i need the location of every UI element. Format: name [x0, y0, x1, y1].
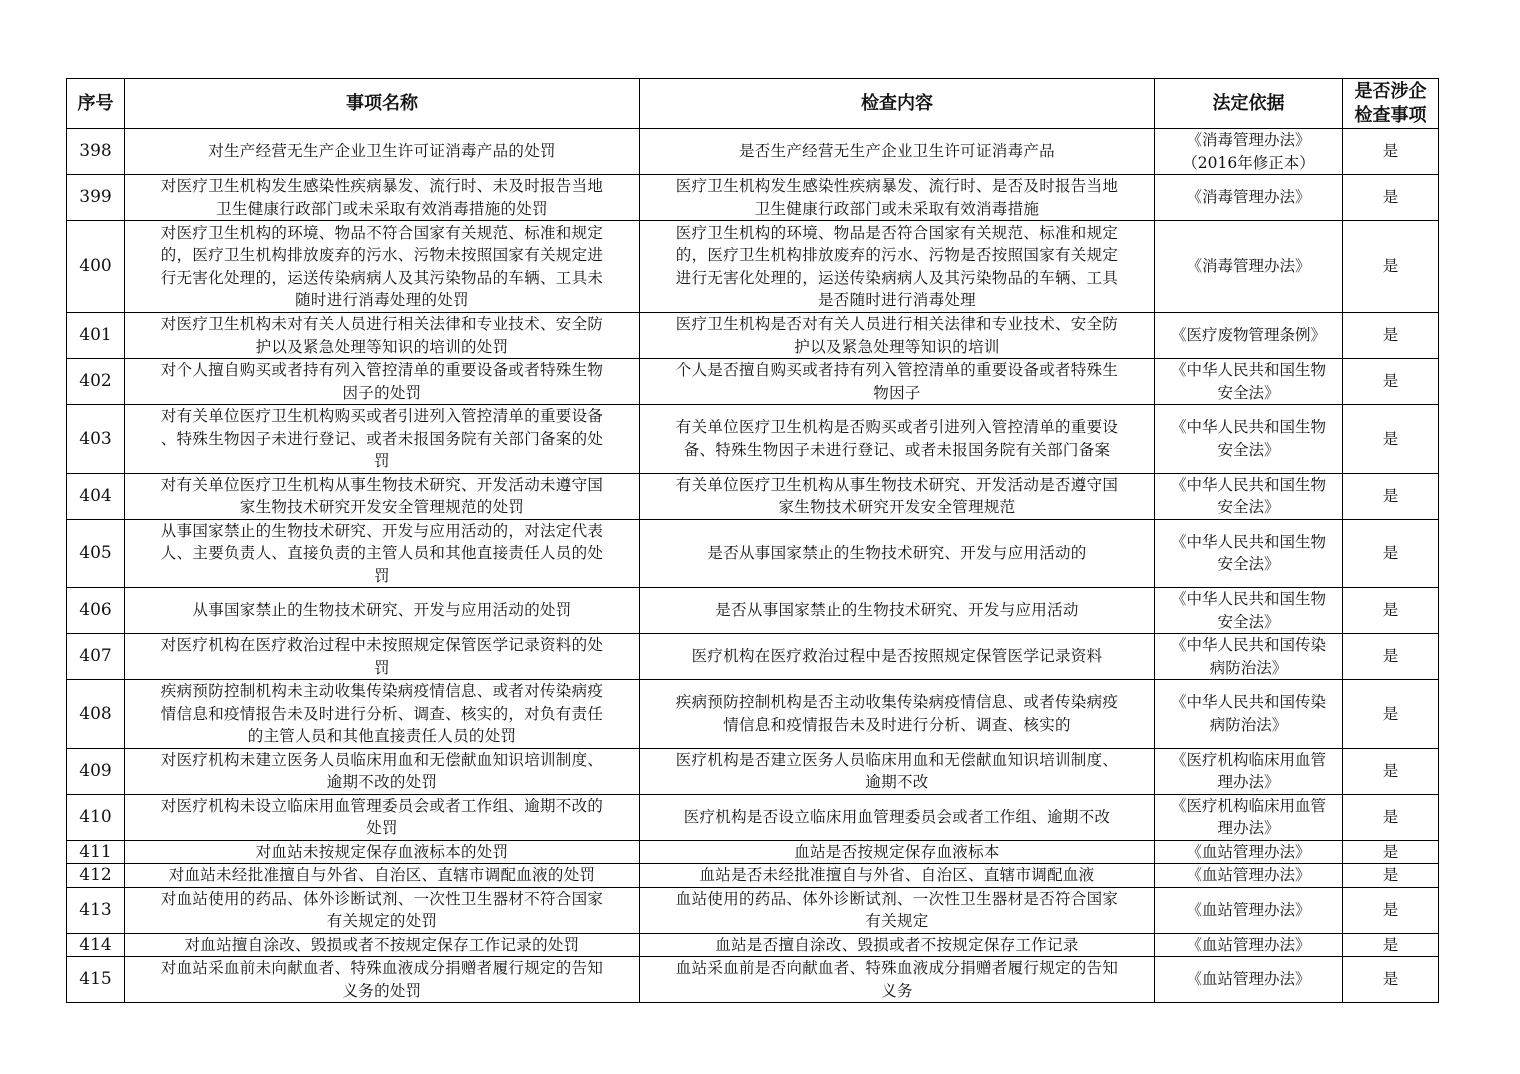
cell-name-line: 对血站使用的药品、体外诊断试剂、一次性卫生器材不符合国家: [160, 889, 604, 908]
cell-content-line: 家生物技术研究开发安全管理规范: [778, 498, 1016, 516]
cell-enterprise: 是: [1343, 864, 1439, 888]
table-body: [67, 129, 1439, 1003]
cell-basis-line: 《血站管理办法》: [1186, 900, 1311, 919]
cell-name-line: 义务的处罚: [342, 981, 422, 1000]
cell-name-line: 对个人擅自购买或者持有列入管控清单的重要设备或者特殊生物: [160, 361, 604, 379]
cell-content: [640, 957, 1155, 1003]
cell-content: [640, 129, 1155, 175]
cell-enterprise: 是: [1343, 794, 1439, 840]
cell-enterprise: 是: [1343, 634, 1439, 680]
cell-content-line: 有关单位医疗卫生机构从事生物技术研究、开发活动是否遵守国: [675, 475, 1119, 494]
cell-basis-line: 病防治法》: [1209, 658, 1288, 677]
cell-basis-line: 安全法》: [1217, 383, 1280, 402]
cell-name-line: 对生产经营无生产企业卫生许可证消毒产品的处罚: [208, 142, 556, 161]
cell-name-line: 对有关单位医疗卫生机构购买或者引进列入管控清单的重要设备: [160, 407, 604, 425]
cell-basis-line: 《血站管理办法》: [1186, 866, 1311, 884]
cell-seq: 408: [67, 680, 125, 749]
cell-content-line: 血站是否按规定保存血液标本: [794, 842, 1000, 861]
cell-content: [640, 313, 1155, 359]
cell-seq: 401: [67, 313, 125, 359]
cell-name: [125, 313, 640, 359]
cell-content-line: 医疗卫生机构是否对有关人员进行相关法律和专业技术、安全防: [675, 315, 1119, 333]
cell-name: [125, 680, 640, 749]
header-enterprise: [1343, 79, 1439, 129]
cell-basis-line: 《血站管理办法》: [1186, 935, 1311, 954]
cell-basis-line: 理办法》: [1217, 773, 1280, 791]
cell-content: [640, 588, 1155, 634]
cell-name-line: 对血站采血前未向献血者、特殊血液成分捐赠者履行规定的告知: [160, 959, 604, 977]
cell-content: [640, 359, 1155, 405]
cell-name-line: 对医疗卫生机构未对有关人员进行相关法律和专业技术、安全防: [160, 315, 604, 333]
cell-content: [640, 221, 1155, 313]
cell-name-line: 情信息和疫情报告未及时进行分析、调查、核实的，对负有责任: [160, 704, 604, 723]
cell-enterprise: 是: [1343, 933, 1439, 957]
cell-name: [125, 221, 640, 313]
cell-name-line: 罚: [374, 452, 390, 470]
cell-basis-line: （2016年修正本）: [1182, 153, 1315, 172]
header-content: 检查内容: [640, 79, 1155, 129]
table-row: [67, 473, 1439, 519]
cell-content: [640, 864, 1155, 888]
table-row: [67, 840, 1439, 864]
cell-content-line: 个人是否擅自购买或者持有列入管控清单的重要设备或者特殊生: [675, 361, 1119, 379]
cell-basis-line: 《消毒管理办法》: [1186, 257, 1311, 276]
cell-seq: 398: [67, 129, 125, 175]
cell-name-line: 的主管人员和其他直接责任人员的处罚: [247, 727, 517, 745]
cell-name-line: 护以及紧急处理等知识的培训的处罚: [255, 337, 509, 356]
cell-basis: [1155, 634, 1343, 680]
cell-name: [125, 864, 640, 888]
cell-basis-line: 《消毒管理办法》: [1186, 188, 1311, 207]
cell-basis-line: 《医疗废物管理条例》: [1170, 326, 1326, 345]
cell-name: [125, 473, 640, 519]
cell-content-line: 有关规定: [865, 912, 929, 930]
cell-basis: [1155, 864, 1343, 888]
table-row: [67, 748, 1439, 794]
cell-enterprise: 是: [1343, 405, 1439, 474]
cell-content-line: 物因子: [873, 383, 921, 402]
cell-basis-line: 安全法》: [1217, 612, 1280, 631]
cell-name-line: 有关规定的处罚: [326, 912, 438, 930]
cell-content-line: 医疗卫生机构的环境、物品是否符合国家有关规范、标准和规定: [675, 223, 1119, 242]
cell-basis: [1155, 794, 1343, 840]
cell-seq: 402: [67, 359, 125, 405]
cell-name: [125, 405, 640, 474]
cell-content-line: 进行无害化处理的，运送传染病病人及其污染物品的车辆、工具: [675, 268, 1119, 287]
cell-content-line: 医疗机构是否建立医务人员临床用血和无偿献血知识培训制度、: [675, 750, 1119, 769]
table-row: [67, 519, 1439, 588]
cell-name: [125, 840, 640, 864]
cell-content-line: 是否生产经营无生产企业卫生许可证消毒产品: [738, 142, 1055, 161]
cell-content-line: 医疗卫生机构发生感染性疾病暴发、流行时、是否及时报告当地: [675, 177, 1119, 195]
cell-basis-line: 《消毒管理办法》: [1186, 131, 1311, 149]
header-enterprise-line2: 检查事项: [1354, 104, 1427, 126]
cell-basis-line: 理办法》: [1217, 819, 1280, 837]
cell-content-line: 情信息和疫情报告未及时进行分析、调查、核实的: [723, 715, 1071, 734]
cell-basis-line: 《中华人民共和国传染: [1170, 693, 1326, 712]
cell-content-line: 备、特殊生物因子未进行登记、或者未报国务院有关部门备案: [683, 440, 1111, 459]
cell-name: [125, 129, 640, 175]
cell-name: [125, 887, 640, 933]
table-row: [67, 405, 1439, 474]
cell-name: [125, 748, 640, 794]
cell-basis: [1155, 840, 1343, 864]
cell-name-line: 的，医疗卫生机构排放废弃的污水、污物未按照国家有关规定进: [160, 246, 604, 264]
table-row: [67, 359, 1439, 405]
cell-name: [125, 588, 640, 634]
cell-content-line: 义务: [881, 981, 913, 1000]
cell-content-line: 血站采血前是否向献血者、特殊血液成分捐赠者履行规定的告知: [675, 959, 1119, 977]
cell-basis: [1155, 957, 1343, 1003]
inspection-items-table: [66, 78, 1439, 1003]
cell-seq: 409: [67, 748, 125, 794]
cell-enterprise: 是: [1343, 519, 1439, 588]
cell-content-line: 逾期不改: [865, 773, 929, 791]
cell-basis: [1155, 887, 1343, 933]
cell-content-line: 疾病预防控制机构是否主动收集传染病疫情信息、或者传染病疫: [675, 693, 1119, 712]
table-row: [67, 680, 1439, 749]
cell-content-line: 血站使用的药品、体外诊断试剂、一次性卫生器材是否符合国家: [675, 889, 1119, 908]
cell-name-line: 从事国家禁止的生物技术研究、开发与应用活动的，对法定代表: [160, 521, 604, 540]
cell-enterprise: 是: [1343, 221, 1439, 313]
cell-content: [640, 634, 1155, 680]
table-row: [67, 313, 1439, 359]
cell-enterprise: 是: [1343, 840, 1439, 864]
cell-name-line: 逾期不改的处罚: [326, 773, 438, 791]
cell-basis: [1155, 933, 1343, 957]
cell-name-line: 罚: [374, 566, 390, 585]
cell-name: [125, 933, 640, 957]
cell-content-line: 护以及紧急处理等知识的培训: [794, 337, 1000, 356]
cell-enterprise: 是: [1343, 129, 1439, 175]
cell-basis-line: 《中华人民共和国生物: [1170, 590, 1326, 608]
cell-content: [640, 840, 1155, 864]
cell-basis-line: 《中华人民共和国生物: [1170, 361, 1326, 379]
cell-content: [640, 887, 1155, 933]
cell-basis: [1155, 473, 1343, 519]
cell-basis: [1155, 748, 1343, 794]
cell-content-line: 医疗机构在医疗救治过程中是否按照规定保管医学记录资料: [691, 647, 1103, 666]
cell-basis: [1155, 221, 1343, 313]
cell-basis-line: 安全法》: [1217, 440, 1280, 459]
cell-seq: 413: [67, 887, 125, 933]
cell-name-line: 因子的处罚: [342, 383, 422, 402]
cell-content: [640, 748, 1155, 794]
cell-name-line: 对血站未经批准擅自与外省、自治区、直辖市调配血液的处罚: [168, 866, 596, 884]
cell-content-line: 血站是否擅自涂改、毁损或者不按规定保存工作记录: [715, 935, 1079, 954]
cell-name-line: 处罚: [366, 819, 398, 837]
cell-name: [125, 957, 640, 1003]
table-row: [67, 588, 1439, 634]
cell-name-line: 对医疗卫生机构的环境、物品不符合国家有关规范、标准和规定: [160, 223, 604, 242]
cell-enterprise: 是: [1343, 175, 1439, 221]
cell-name-line: 对医疗机构未设立临床用血管理委员会或者工作组、逾期不改的: [160, 796, 604, 815]
cell-content: [640, 405, 1155, 474]
cell-basis: [1155, 588, 1343, 634]
table-row: [67, 864, 1439, 888]
cell-basis-line: 安全法》: [1217, 555, 1280, 574]
cell-content-line: 有关单位医疗卫生机构是否购买或者引进列入管控清单的重要设: [675, 418, 1119, 437]
cell-enterprise: 是: [1343, 957, 1439, 1003]
cell-seq: 405: [67, 519, 125, 588]
cell-basis: [1155, 313, 1343, 359]
cell-content: [640, 175, 1155, 221]
cell-content-line: 医疗机构是否设立临床用血管理委员会或者工作组、逾期不改: [683, 807, 1111, 826]
cell-enterprise: 是: [1343, 588, 1439, 634]
cell-content-line: 是否从事国家禁止的生物技术研究、开发与应用活动: [715, 601, 1079, 620]
cell-seq: 399: [67, 175, 125, 221]
table-row: [67, 957, 1439, 1003]
header-name: 事项名称: [125, 79, 640, 129]
cell-seq: 412: [67, 864, 125, 888]
cell-content-line: 的，医疗卫生机构排放废弃的污水、污物是否按照国家有关规定: [675, 246, 1119, 264]
cell-name-line: 对血站擅自涂改、毁损或者不按规定保存工作记录的处罚: [184, 935, 580, 954]
cell-seq: 403: [67, 405, 125, 474]
cell-content: [640, 680, 1155, 749]
cell-name-line: 、特殊生物因子未进行登记、或者未报国务院有关部门备案的处: [160, 429, 604, 448]
cell-basis-line: 《血站管理办法》: [1186, 970, 1311, 989]
table-row: [67, 129, 1439, 175]
table-row: [67, 887, 1439, 933]
cell-name-line: 家生物技术研究开发安全管理规范的处罚: [239, 498, 525, 516]
cell-basis-line: 《中华人民共和国生物: [1170, 532, 1326, 551]
cell-seq: 407: [67, 634, 125, 680]
cell-enterprise: 是: [1343, 887, 1439, 933]
cell-seq: 415: [67, 957, 125, 1003]
cell-basis-line: 《中华人民共和国生物: [1170, 475, 1326, 494]
cell-basis: [1155, 359, 1343, 405]
cell-name: [125, 794, 640, 840]
cell-content: [640, 519, 1155, 588]
table-row: [67, 221, 1439, 313]
cell-basis: [1155, 405, 1343, 474]
cell-seq: 406: [67, 588, 125, 634]
cell-basis-line: 《中华人民共和国传染: [1170, 636, 1326, 654]
cell-content: [640, 473, 1155, 519]
cell-seq: 400: [67, 221, 125, 313]
table-row: [67, 933, 1439, 957]
cell-enterprise: 是: [1343, 359, 1439, 405]
cell-basis: [1155, 680, 1343, 749]
cell-name-line: 罚: [374, 658, 390, 677]
cell-name-line: 对医疗机构未建立医务人员临床用血和无偿献血知识培训制度、: [160, 750, 604, 769]
cell-basis: [1155, 129, 1343, 175]
header-enterprise-line1: 是否涉企: [1354, 80, 1427, 102]
cell-enterprise: 是: [1343, 680, 1439, 749]
cell-name: [125, 634, 640, 680]
table-row: [67, 794, 1439, 840]
cell-enterprise: 是: [1343, 313, 1439, 359]
cell-seq: 410: [67, 794, 125, 840]
cell-seq: 411: [67, 840, 125, 864]
cell-content-line: 是否随时进行消毒处理: [817, 291, 976, 309]
cell-name: [125, 359, 640, 405]
header-seq: 序号: [67, 79, 125, 129]
cell-seq: 414: [67, 933, 125, 957]
cell-enterprise: 是: [1343, 473, 1439, 519]
cell-content-line: 卫生健康行政部门或未采取有效消毒措施: [754, 199, 1040, 218]
cell-content-line: 血站是否未经批准擅自与外省、自治区、直辖市调配血液: [699, 866, 1095, 884]
cell-content: [640, 933, 1155, 957]
cell-name: [125, 175, 640, 221]
cell-name-line: 对血站未按规定保存血液标本的处罚: [255, 842, 509, 861]
cell-seq: 404: [67, 473, 125, 519]
cell-basis-line: 安全法》: [1217, 498, 1280, 516]
cell-basis: [1155, 175, 1343, 221]
cell-basis-line: 病防治法》: [1209, 715, 1288, 734]
cell-name-line: 行无害化处理的，运送传染病病人及其污染物品的车辆、工具未: [160, 268, 604, 287]
table-row: [67, 175, 1439, 221]
header-basis: 法定依据: [1155, 79, 1343, 129]
cell-name-line: 人、主要负责人、直接负责的主管人员和其他直接责任人员的处: [160, 544, 604, 562]
cell-name-line: 随时进行消毒处理的处罚: [295, 291, 469, 309]
cell-basis-line: 《医疗机构临床用血管: [1170, 750, 1326, 769]
header-row: [67, 79, 1439, 129]
cell-name-line: 卫生健康行政部门或未采取有效消毒措施的处罚: [216, 199, 548, 218]
cell-basis-line: 《血站管理办法》: [1186, 842, 1311, 861]
cell-content-line: 是否从事国家禁止的生物技术研究、开发与应用活动的: [707, 544, 1087, 562]
cell-basis: [1155, 519, 1343, 588]
cell-name-line: 从事国家禁止的生物技术研究、开发与应用活动的处罚: [192, 601, 572, 620]
cell-name: [125, 519, 640, 588]
cell-content: [640, 794, 1155, 840]
cell-basis-line: 《中华人民共和国生物: [1170, 418, 1326, 437]
cell-basis-line: 《医疗机构临床用血管: [1170, 796, 1326, 815]
cell-name-line: 对医疗卫生机构发生感染性疾病暴发、流行时、未及时报告当地: [160, 177, 604, 195]
cell-name-line: 对有关单位医疗卫生机构从事生物技术研究、开发活动未遵守国: [160, 475, 604, 494]
table-row: [67, 634, 1439, 680]
cell-name-line: 对医疗机构在医疗救治过程中未按照规定保管医学记录资料的处: [160, 636, 604, 654]
cell-enterprise: 是: [1343, 748, 1439, 794]
cell-name-line: 疾病预防控制机构未主动收集传染病疫情信息、或者对传染病疫: [160, 682, 604, 700]
